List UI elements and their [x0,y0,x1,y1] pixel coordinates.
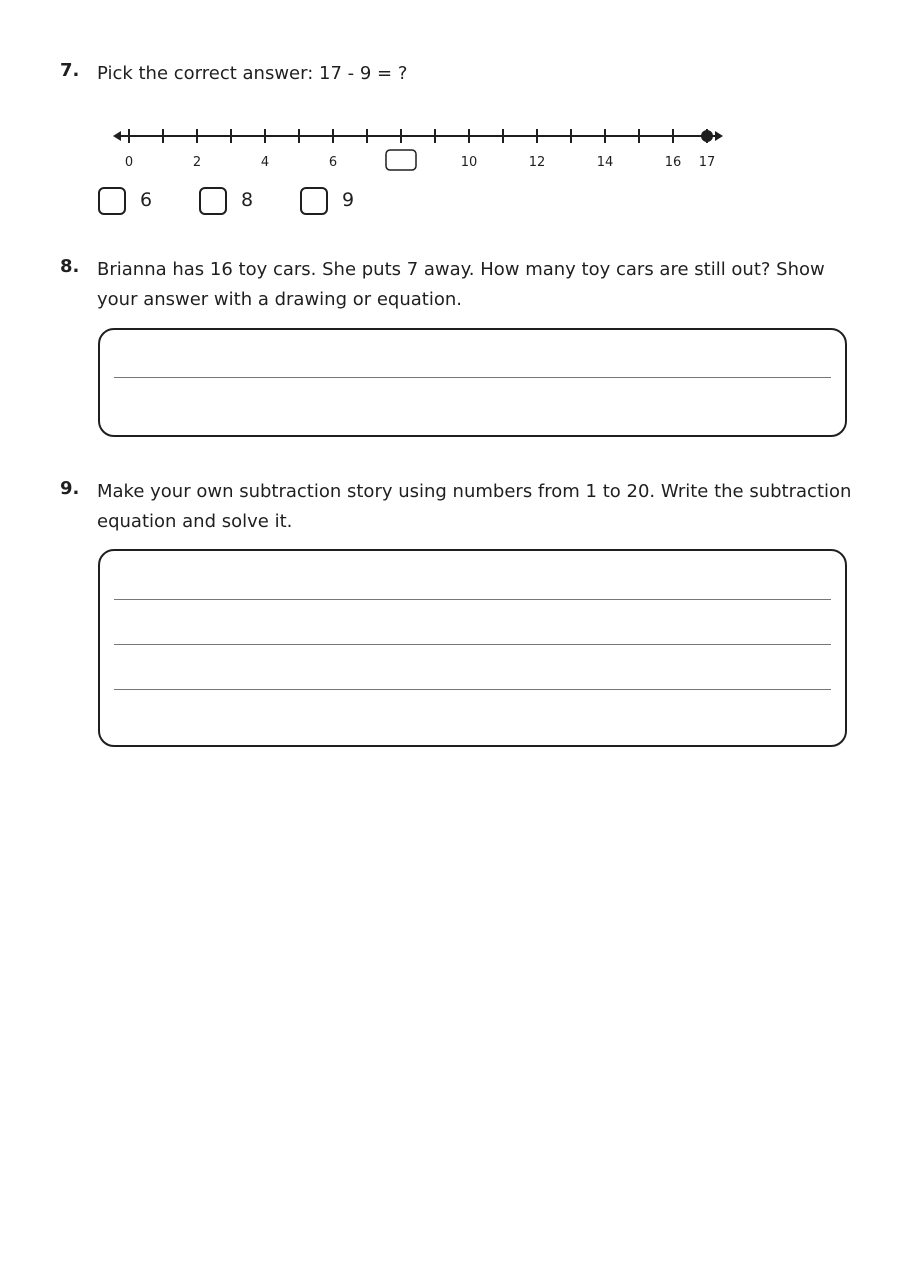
option-1-checkbox[interactable] [98,187,126,215]
question-8-answer-box[interactable] [98,328,847,437]
number-line-blank-box[interactable] [386,150,416,170]
number-line-label: 12 [528,155,546,170]
write-line [114,599,831,600]
question-9-number: 9. [60,478,80,499]
number-line-label: 10 [460,155,478,170]
option-2-checkbox[interactable] [199,187,227,215]
question-9-answer-box[interactable] [98,549,847,747]
number-line-label: 2 [192,155,202,170]
question-8-text: Brianna has 16 toy cars. She puts 7 away. How many toy cars are still out? Show your answer with a drawing or equation. [97,259,825,310]
number-line-label: 0 [124,155,134,170]
left-arrow-icon [113,131,121,141]
number-line-label: 14 [596,155,614,170]
number-line-point [701,130,713,142]
question-9-text: Make your own subtraction story using numbers from 1 to 20. Write the subtraction equation and solve it. [97,481,852,532]
number-line-label: 16 [664,155,682,170]
option-3-label: 9 [342,189,355,211]
option-3-checkbox[interactable] [300,187,328,215]
number-line-label: 4 [260,155,270,170]
number-line-label: 6 [328,155,338,170]
write-line [114,644,831,645]
right-arrow-icon [715,131,723,141]
question-8-number: 8. [60,256,80,277]
question-7-text: Pick the correct answer: 17 - 9 = ? [97,63,408,84]
number-line-label: 17 [698,155,716,170]
number-line [105,118,735,180]
write-line [114,377,831,378]
write-line [114,689,831,690]
option-2-label: 8 [241,189,254,211]
option-1-label: 6 [140,189,153,211]
question-7-number: 7. [60,60,80,81]
